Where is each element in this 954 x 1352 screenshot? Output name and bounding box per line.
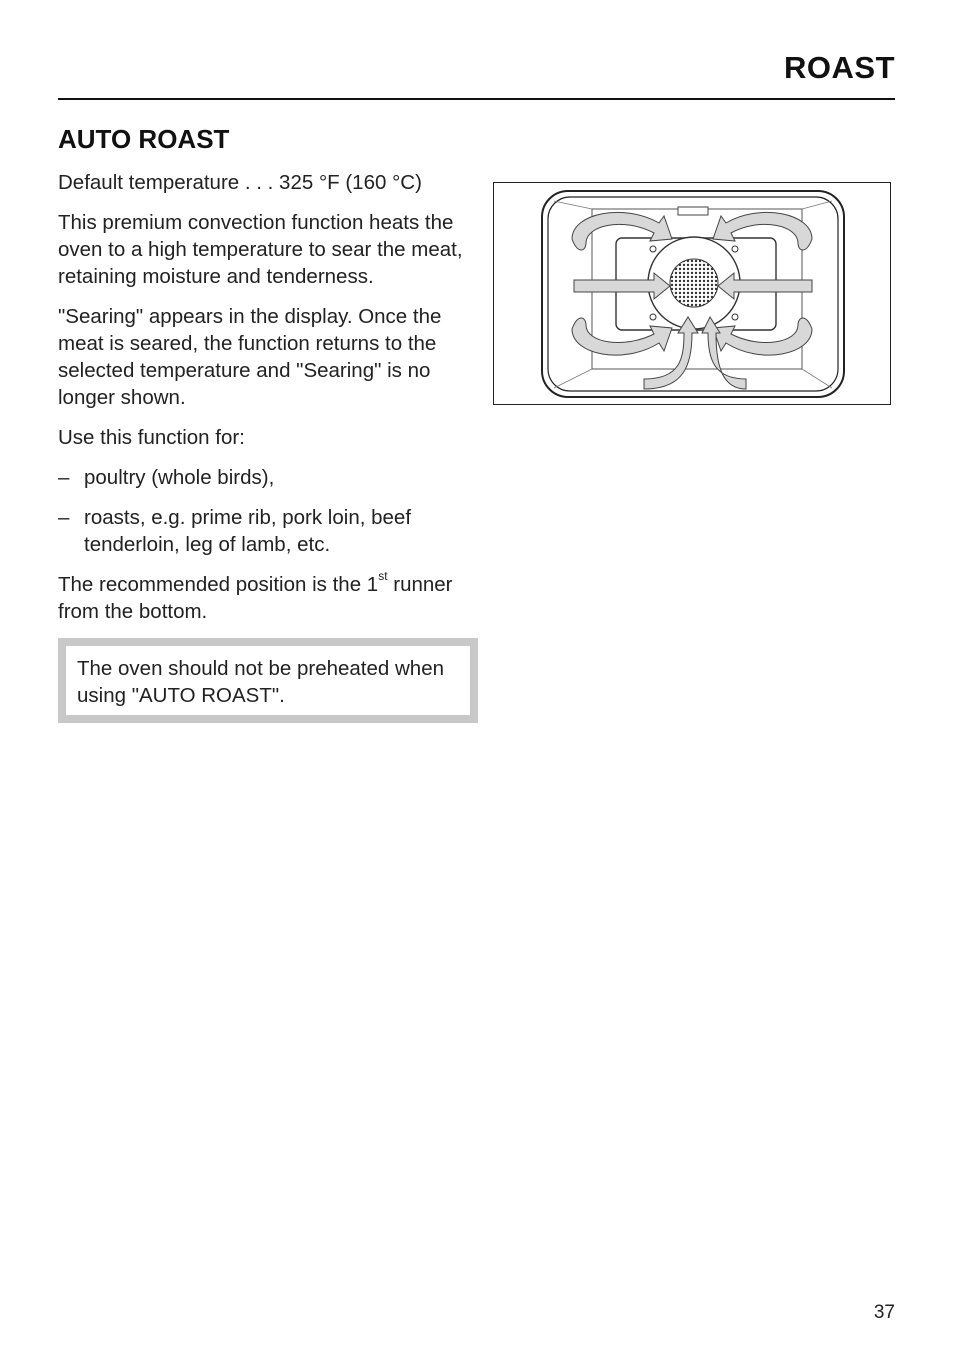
header-divider <box>58 98 895 100</box>
searing-paragraph: "Searing" appears in the display. Once the meat is seared, the function returns to the selected temperature and "Searing" is no longer shown. <box>58 305 442 409</box>
oven-airflow-figure <box>493 182 891 405</box>
position-text: The recommended position is the 1 <box>58 573 379 596</box>
text-column <box>58 169 468 723</box>
position-text-end: runner from the bottom. <box>58 573 453 623</box>
position-paragraph <box>58 571 468 625</box>
description-paragraph: This premium convection function heats the oven to a high temperature to sear the meat, retaining moisture and tenderness. <box>58 211 463 288</box>
dash-bullet: – <box>58 506 70 529</box>
default-temperature: Default temperature . . . 325 °F (160 °C) <box>58 171 422 194</box>
oven-convection-airflow-icon <box>494 183 890 404</box>
list-item <box>58 464 468 491</box>
position-superscript: st <box>378 569 388 584</box>
note-box <box>58 638 478 723</box>
page-number: 37 <box>873 1302 895 1323</box>
page-header-title: ROAST <box>784 50 895 85</box>
note-text: The oven should not be preheated when using "AUTO ROAST". <box>77 657 444 707</box>
section-title: AUTO ROAST <box>58 124 230 154</box>
use-for-intro: Use this function for: <box>58 426 245 449</box>
list-item-text: poultry (whole birds), <box>84 466 275 489</box>
list-item-text: roasts, e.g. prime rib, pork loin, beef tenderloin, leg of lamb, etc. <box>84 506 412 556</box>
list-item <box>58 504 468 558</box>
dash-bullet: – <box>58 466 70 489</box>
